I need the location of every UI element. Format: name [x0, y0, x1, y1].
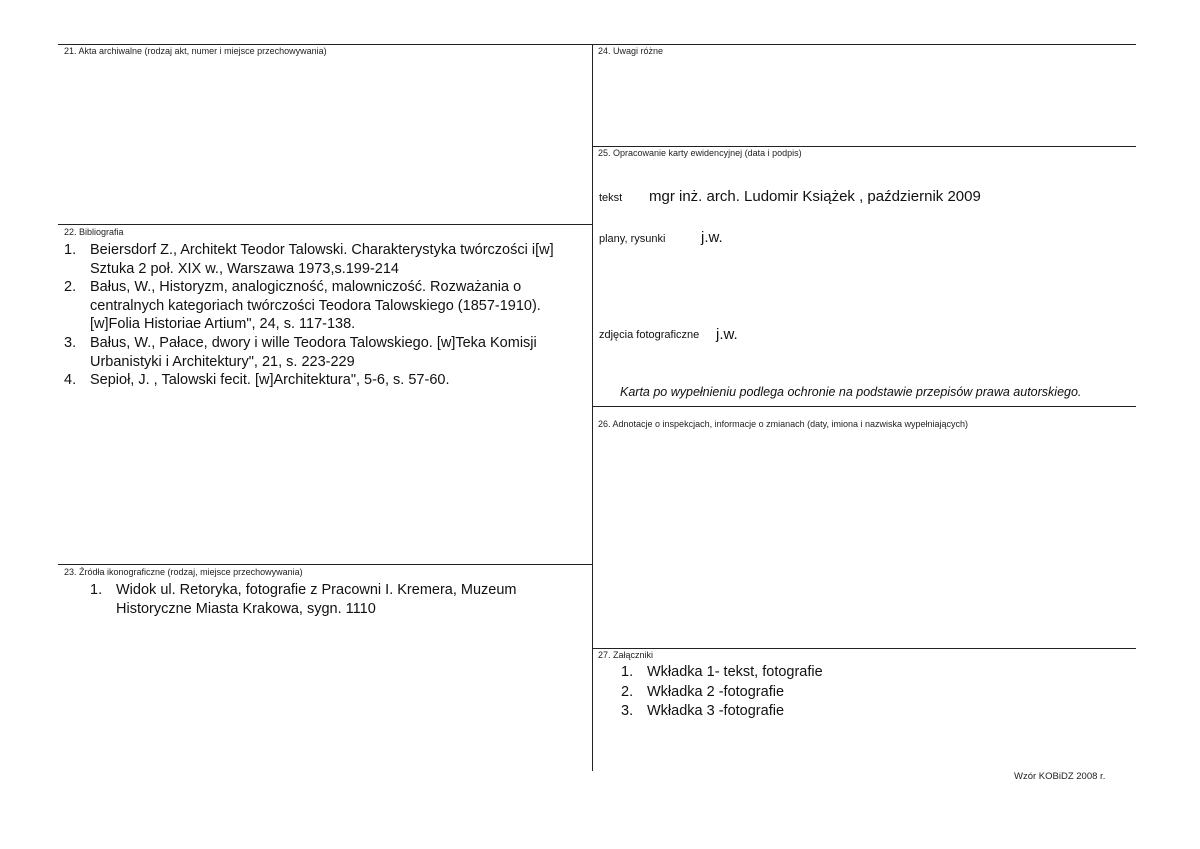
plany-value: j.w. — [701, 229, 723, 246]
section-27-label: 27. Załączniki — [598, 650, 654, 660]
copyright-note: Karta po wypełnieniu podlega ochronie na podstawie przepisów prawa autorskiego. — [620, 385, 1082, 399]
list-item: 3. Bałus, W., Pałace, dwory i wille Teodora Talowskiego. [w]Teka Komisji Urbanistyki i Architektury", 21, s. 223-229 — [64, 334, 537, 370]
list-item: 1. Widok ul. Retoryka, fotografie z Pracowni I. Kremera, Muzeum Historyczne Miasta Krakowa, sygn. 1110 — [90, 582, 517, 617]
section-26-label: 26. Adnotacje o inspekcjach, informacje o zmianach (daty, imiona i nazwiska wypełniających) — [598, 419, 969, 429]
list-item: 3. Wkładka 3 -fotografie — [621, 703, 785, 719]
section-23-label: 23. Źródła ikonograficzne (rodzaj, miejsce przechowywania) — [64, 567, 303, 577]
rule-26 — [592, 406, 1136, 407]
section-25-label: 25. Opracowanie karty ewidencyjnej (data i podpis) — [598, 148, 802, 158]
tekst-label: tekst — [599, 192, 623, 204]
list-item: 4. Sepioł, J. , Talowski fecit. [w]Architektura", 5-6, s. 57-60. — [64, 372, 450, 389]
list-item: 1. Wkładka 1- tekst, fotografie — [621, 664, 823, 680]
list-item: 2. Bałus, W., Historyzm, analogiczność, malowniczość. Rozważania o centralnych kategoriach twórczości Teodora Talowskiego (1857-1910).[w]Folia Historiae Artium", 24, s. 117-138. — [64, 279, 541, 333]
plany-label: plany, rysunki — [599, 233, 666, 245]
column-divider — [592, 44, 593, 771]
form-template-footer: Wzór KOBiDZ 2008 r. — [1014, 771, 1106, 782]
top-rule — [58, 44, 1136, 45]
rule-25 — [592, 146, 1136, 147]
attachments-list — [621, 663, 1021, 722]
section-21-label: 21. Akta archiwalne (rodzaj akt, numer i miejsce przechowywania) — [64, 46, 327, 56]
rule-22 — [58, 224, 592, 225]
tekst-value: mgr inż. arch. Ludomir Książek , październik 2009 — [649, 188, 981, 205]
section-24-label: 24. Uwagi różne — [598, 46, 664, 56]
section-22-label: 22. Bibliografia — [64, 227, 124, 237]
rule-23 — [58, 564, 592, 565]
zdjecia-label: zdjęcia fotograficzne — [599, 329, 700, 341]
list-item: 2. Wkładka 2 -fotografie — [621, 683, 785, 700]
zdjecia-value: j.w. — [716, 326, 738, 343]
iconographic-sources-list — [90, 581, 580, 618]
list-item: 1. Beiersdorf Z., Architekt Teodor Talowski. Charakterystyka twórczości i[w] Sztuka 2 poł. XIX w., Warszawa 1973,s.199-214 — [64, 242, 554, 277]
bibliography-list — [64, 241, 586, 390]
rule-27 — [592, 648, 1136, 649]
